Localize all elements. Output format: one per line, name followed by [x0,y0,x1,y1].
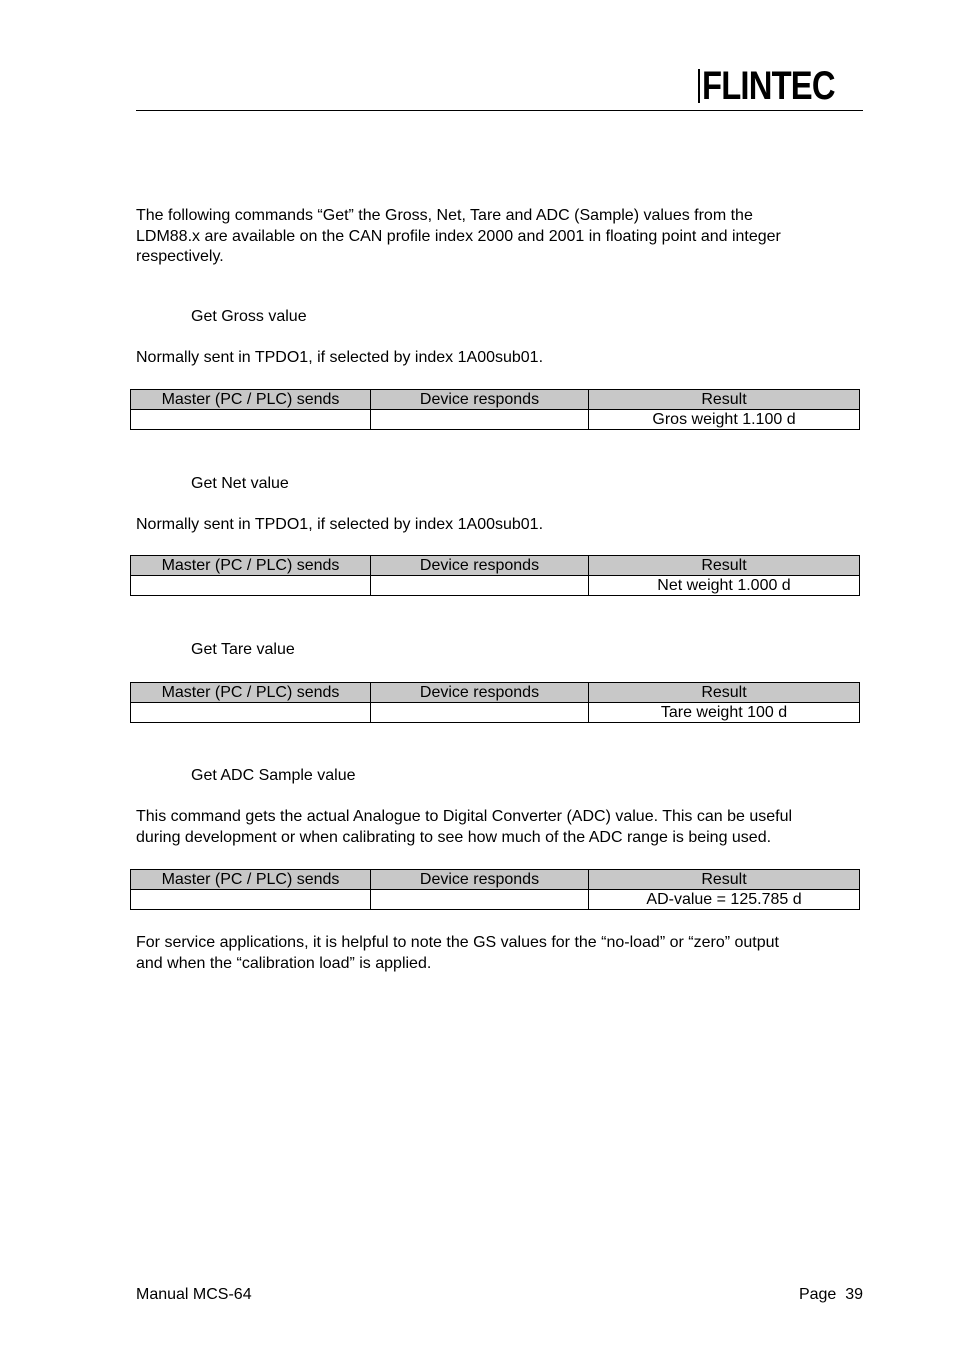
table-header-row [131,870,860,890]
adc-command-table [130,869,860,910]
header-result: Result [589,683,860,703]
header-device: Device responds [371,683,589,703]
cell-device [371,890,589,910]
header-device: Device responds [371,556,589,576]
flintec-wave-icon [698,69,700,103]
cell-result: Tare weight 100 d [589,703,860,723]
cell-master [131,703,371,723]
section-title-adc: Get ADC Sample value [191,767,356,784]
section-note-gross: Normally sent in TPDO1, if selected by index 1A00sub01. [136,349,544,366]
header-device: Device responds [371,390,589,410]
table-row [131,410,860,430]
net-command-table [130,555,860,596]
section-title-tare: Get Tare value [191,641,295,658]
flintec-logo [698,64,864,108]
cell-master [131,576,371,596]
section-note-net: Normally sent in TPDO1, if selected by index 1A00sub01. [136,516,544,533]
header-rule [136,110,863,111]
gross-command-table [130,389,860,430]
cell-result: Net weight 1.000 d [589,576,860,596]
table-row [131,703,860,723]
cell-device [371,410,589,430]
logo-wordmark: FLINTEC [702,64,835,108]
header-result: Result [589,556,860,576]
header-device: Device responds [371,870,589,890]
section-title-net: Get Net value [191,475,289,492]
cell-result: AD-value = 125.785 d [589,890,860,910]
table-row [131,890,860,910]
table-header-row [131,390,860,410]
cell-result: Gros weight 1.100 d [589,410,860,430]
header-master: Master (PC / PLC) sends [131,390,371,410]
cell-device [371,576,589,596]
tare-command-table [130,682,860,723]
table-header-row [131,556,860,576]
footer-manual: Manual MCS-64 [136,1286,252,1303]
header-master: Master (PC / PLC) sends [131,683,371,703]
footer-page-number: Page 39 [798,1286,863,1303]
header-master: Master (PC / PLC) sends [131,556,371,576]
table-row [131,576,860,596]
intro-paragraph: The following commands “Get” the Gross, Net, Tare and ADC (Sample) values from the LDM88.x are available on the CAN profile index 2000 and 2001 in floating point and integer respectively. [136,207,781,265]
section-note-adc: This command gets the actual Analogue to Digital Converter (ADC) value. This can be useful during development or when calibrating to see how much of the ADC range is being used. [136,808,793,846]
table-header-row [131,683,860,703]
header-master: Master (PC / PLC) sends [131,870,371,890]
header-result: Result [589,390,860,410]
header-result: Result [589,870,860,890]
cell-master [131,410,371,430]
cell-master [131,890,371,910]
cell-device [371,703,589,723]
section-title-gross: Get Gross value [191,308,307,325]
closing-paragraph: For service applications, it is helpful to note the GS values for the “no-load” or “zero” output and when the “calibration load” is applied. [136,934,779,972]
